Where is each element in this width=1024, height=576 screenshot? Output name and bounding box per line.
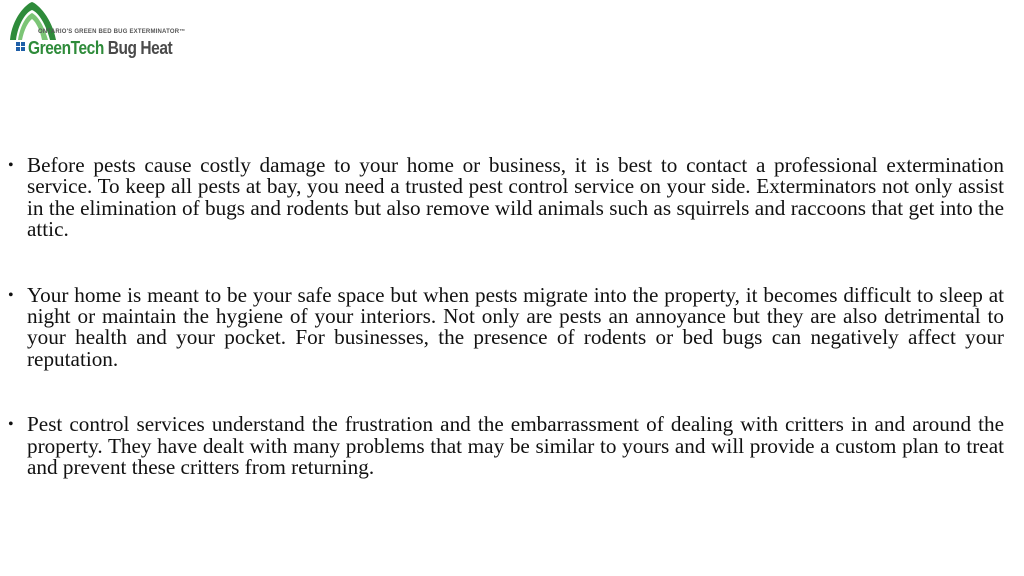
company-logo [8, 0, 186, 64]
bullet-list [8, 155, 1004, 522]
bullet-text: Pest control services understand the frustration and the embarrassment of dealing with critters in and around the property. They have dealt with many problems that may be similar to yours and will provide a custom plan to treat and prevent these critters from returning. [27, 412, 1004, 480]
logo-name-green: GreenTech [28, 38, 104, 58]
logo-tagline: ONTARIO'S GREEN BED BUG EXTERMINATOR™ [38, 29, 186, 35]
bullet-item [8, 282, 1004, 371]
bullet-item [8, 414, 1004, 478]
logo-name-dark: Bug Heat [103, 38, 173, 58]
bullet-text: Your home is meant to be your safe space but when pests migrate into the property, it becomes difficult to sleep at night or maintain the hygiene of your interiors. Not only are pests an annoyance but they are also detrimental to your health and your pocket. For businesses, the presence of rodents or bed bugs can negatively affect your reputation. [27, 282, 1004, 371]
bullet-marker: • [8, 157, 14, 174]
bullet-item [8, 155, 1004, 241]
bullet-marker: • [8, 286, 14, 304]
logo-wordmark [28, 38, 172, 59]
bullet-text: Before pests cause costly damage to your home or business, it is best to contact a professional extermination service. To keep all pests at bay, you need a trusted pest control service on your side. Exterminators not only assist in the elimination of bugs and rodents but also remove wild animals such as squirrels and raccoons that get into the attic. [27, 153, 1004, 242]
bullet-marker: • [8, 416, 14, 434]
